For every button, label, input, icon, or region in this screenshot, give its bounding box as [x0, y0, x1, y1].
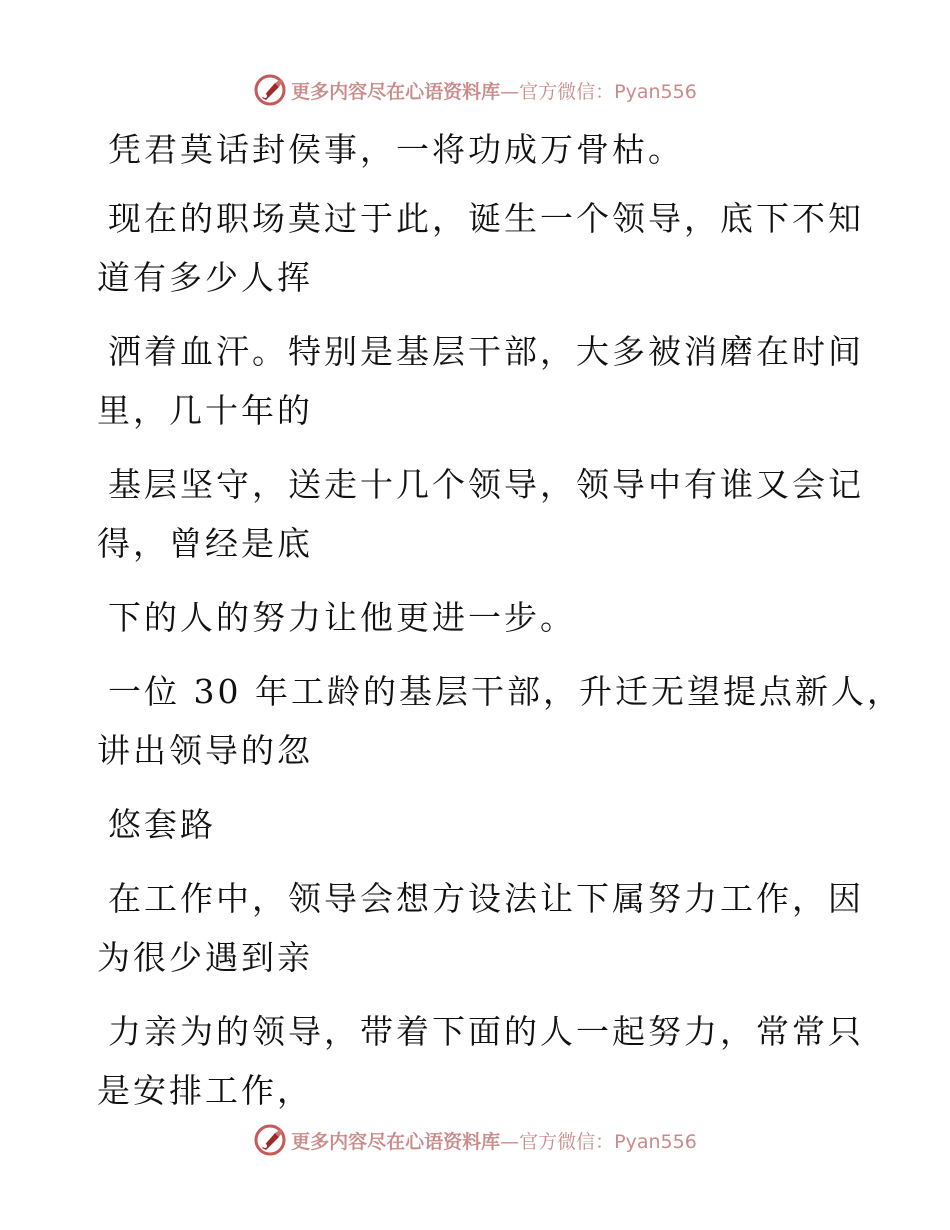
text-line: 是安排工作，: [97, 1071, 313, 1110]
text-line: 洒着血汗。特别是基层干部，大多被消磨在时间: [108, 332, 864, 371]
footer-watermark: [0, 1120, 950, 1160]
text-line: 现在的职场莫过于此，诞生一个领导，底下不知: [108, 199, 864, 238]
text-line: 讲出领导的忽: [97, 731, 313, 770]
watermark-text: 更多内容尽在心语资料库: [291, 1130, 501, 1153]
text-line: 一位 30 年工龄的基层干部，升迁无望提点新人，: [108, 672, 903, 711]
text-line: 为很少遇到亲: [97, 938, 313, 977]
text-line: 里，几十年的: [97, 391, 313, 430]
text-line: 得，曾经是底: [97, 524, 313, 563]
watermark-suffix: —官方微信：Pyan556: [500, 80, 697, 103]
text-line: 力亲为的领导，带着下面的人一起努力，常常只: [108, 1012, 864, 1051]
text-line: 道有多少人挥: [97, 258, 313, 297]
pen-nib-logo-icon: [253, 1123, 287, 1157]
header-watermark: [0, 70, 950, 110]
text-line: 凭君莫话封侯事，一将功成万骨枯。: [108, 130, 684, 169]
text-line: 下的人的努力让他更进一步。: [108, 598, 576, 637]
pen-nib-logo-icon: [253, 73, 287, 107]
watermark-suffix: —官方微信：Pyan556: [500, 1130, 697, 1153]
text-line: 悠套路: [108, 805, 216, 844]
text-line: 基层坚守，送走十几个领导，领导中有谁又会记: [108, 465, 864, 504]
text-line: 在工作中，领导会想方设法让下属努力工作，因: [108, 879, 864, 918]
watermark-text: 更多内容尽在心语资料库: [291, 80, 501, 103]
